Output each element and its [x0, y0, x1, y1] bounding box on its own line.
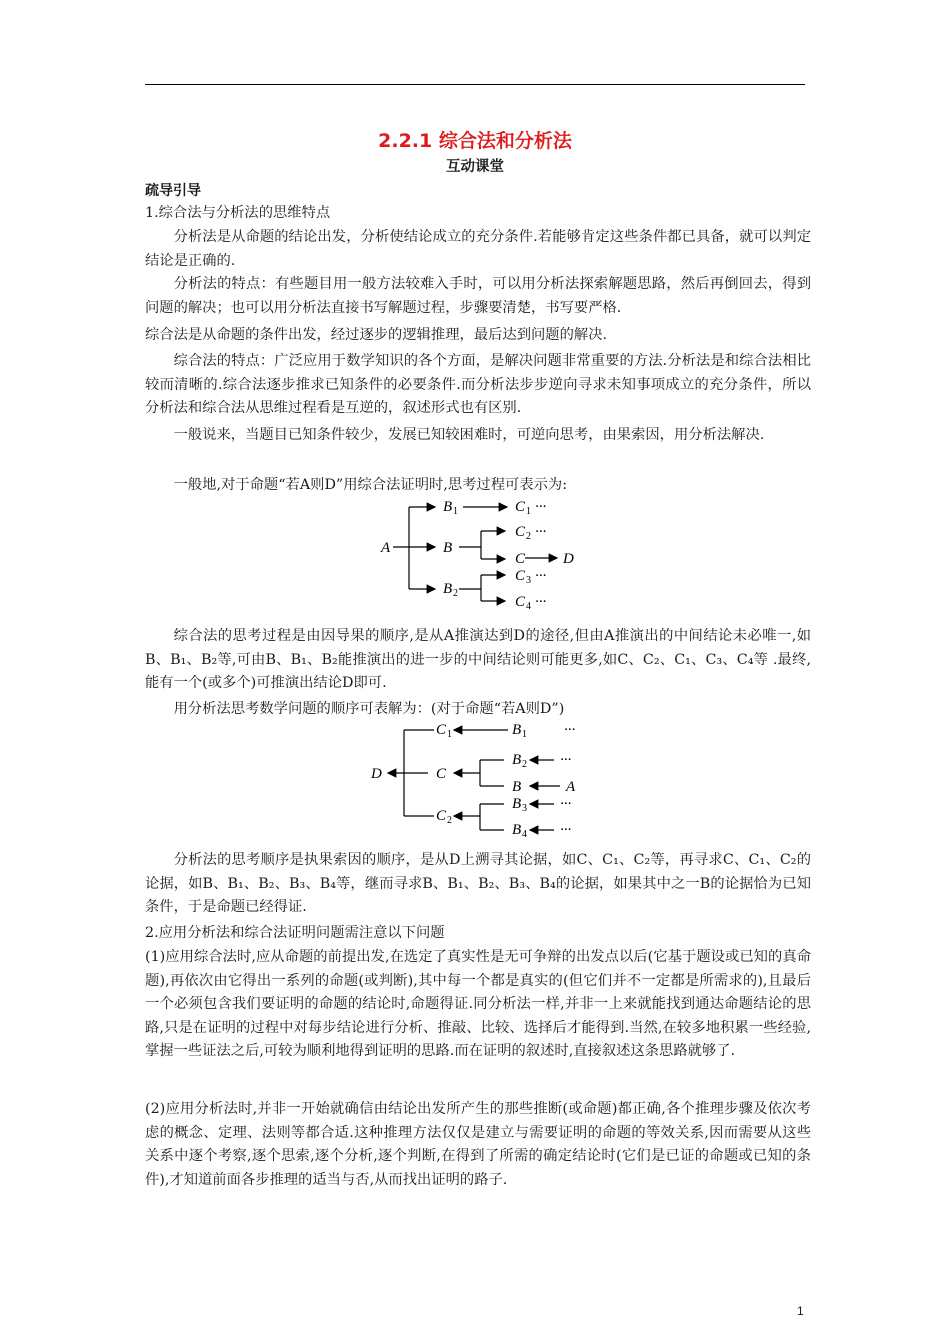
node-B2: B	[512, 752, 522, 768]
node-B3: B	[512, 796, 522, 812]
node-C: C	[436, 766, 447, 782]
paragraph-1: 分析法是从命题的结论出发，分析使结论成立的充分条件.若能够肯定这些条件都已具备，就可以判定结论是正确的.	[145, 229, 811, 269]
paragraph-3: 综合法的特点：广泛应用于数学知识的各个方面，是解决问题非常重要的方法.分析法是和综合法相比较而清晰的.综合法逐步推求已知条件的必要条件.而分析法步步逆向寻求未知事项成立的充分条件，所以分析法和综合法从思维过程看是互逆的，叙述形式也有区别.	[145, 353, 811, 417]
synthesis-diagram	[375, 495, 595, 615]
section-heading: 疏导引导	[145, 183, 201, 199]
paragraph-9: (1)应用综合法时,应从命题的前提出发,在选定了真实性是无可争辩的出发点以后(它基于题设或已知的真命题),再依次由它得出一系列的命题(或判断),其中每一个都是真实的(但它们并不一定都是所需求的),且最后一个必须包含我们要证明的命题的结论时,命题得证.同分析法一样,并非一上来就能找到通达命题结论的思路,只是在证明的过程中对每步结论进行分析、推敲、比较、选择后才能得到.当然,在较多地积累一些经验,掌握一些证法之后,可较为顺利地得到证明的思路.而在证明的叙述时,直接叙述这条思路就够了.	[145, 949, 811, 1060]
dots-B4: ···	[560, 822, 572, 838]
node-C2-sub: 2	[447, 815, 452, 826]
node-B: B	[512, 779, 522, 795]
node-B2: B	[443, 581, 453, 597]
synthesis-arrows	[393, 507, 557, 601]
node-C2-sub: 2	[526, 531, 531, 542]
paragraph-4: 一般说来，当题目已知条件较少，发展已知较困难时，可逆向思考，由果索因，用分析法解决.	[173, 427, 765, 443]
node-B: B	[443, 540, 453, 556]
point2-title: 2.应用分析法和综合法证明问题需注意以下问题	[145, 925, 445, 941]
dots-B3: ···	[560, 796, 572, 812]
paragraph-2b: 综合法是从命题的条件出发，经过逐步的逻辑推理，最后达到问题的解决.	[145, 327, 608, 343]
analysis-arrows	[388, 730, 560, 830]
paragraph-8: 分析法的思考顺序是执果索因的顺序，是从D上溯寻其论据，如C、C₁、C₂等，再寻求C、C₁、C₂的论据，如B、B₁、B₂、B₃、B₄等，继而寻求B、B₁、B₂、B₃、B₄的论据，如果其中之一B的论据恰为已知条件，于是命题已经得证.	[145, 852, 811, 916]
node-C1: C	[515, 499, 526, 515]
node-C: C	[515, 551, 526, 567]
node-C3-sub: 3	[526, 575, 531, 586]
point1-title: 1.综合法与分析法的思维特点	[145, 205, 331, 221]
dots-C1: ···	[535, 499, 547, 515]
node-A: A	[381, 540, 391, 556]
node-C3: C	[515, 568, 526, 584]
page-number: 1	[797, 1304, 804, 1318]
node-B1: B	[443, 499, 453, 515]
node-B4: B	[512, 822, 522, 838]
paragraph-2: 分析法的特点：有些题目用一般方法较难入手时，可以用分析法探索解题思路，然后再倒回去，得到问题的解决；也可以用分析法直接书写解题过程，步骤要清楚，书写要严格.	[145, 276, 811, 316]
node-B2-sub: 2	[522, 759, 527, 770]
node-C2: C	[515, 524, 526, 540]
node-B1-sub: 1	[453, 506, 458, 517]
node-B4-sub: 4	[522, 829, 527, 840]
paragraph-10: (2)应用分析法时,并非一开始就确信由结论出发所产生的那些推断(或命题)都正确,各个推理步骤及依次考虑的概念、定理、法则等都合适.这种推理方法仅仅是建立与需要证明的命题的等效关系,因而需要从这些关系中逐个考察,逐个思索,逐个分析,逐个判断,在得到了所需的确定结论时(它们是已证的命题或已知的条件),才知道前面各步推理的适当与否,从而找出证明的路子.	[145, 1101, 811, 1188]
dots-B2: ···	[560, 752, 572, 768]
analysis-diagram	[368, 718, 592, 840]
node-C1: C	[436, 722, 447, 738]
dots-C3: ···	[535, 568, 547, 584]
node-B3-sub: 3	[522, 803, 527, 814]
node-A: A	[566, 779, 576, 795]
node-C1-sub: 1	[447, 729, 452, 740]
dots-C2: ···	[535, 524, 547, 540]
node-C1-sub: 1	[526, 506, 531, 517]
dots-C4: ···	[535, 594, 547, 610]
node-B2-sub: 2	[453, 588, 458, 599]
node-C4-sub: 4	[526, 601, 531, 612]
paragraph-7: 用分析法思考数学问题的顺序可表解为：(对于命题“若A则D”)	[173, 701, 565, 717]
node-B1: B	[512, 722, 522, 738]
paragraph-5: 一般地,对于命题“若A则D”用综合法证明时,思考过程可表示为:	[173, 477, 568, 493]
page-title: 2.2.1 综合法和分析法	[378, 130, 572, 152]
node-D: D	[563, 551, 574, 567]
paragraph-6: 综合法的思考过程是由因导果的顺序,是从A推演达到D的途径,但由A推演出的中间结论未必唯一,如B、B₁、B₂等,可由B、B₁、B₂能推演出的进一步的中间结论则可能更多,如C、C₂、C₁、C₃、C₄等 .最终,能有一个(或多个)可推演出结论D即可.	[145, 628, 811, 692]
dots-B1: ···	[564, 722, 576, 738]
node-C2: C	[436, 808, 447, 824]
node-B1-sub: 1	[522, 729, 527, 740]
node-D: D	[371, 766, 382, 782]
header-rule	[145, 84, 805, 85]
node-C4: C	[515, 594, 526, 610]
page-subtitle: 互动课堂	[446, 159, 504, 175]
